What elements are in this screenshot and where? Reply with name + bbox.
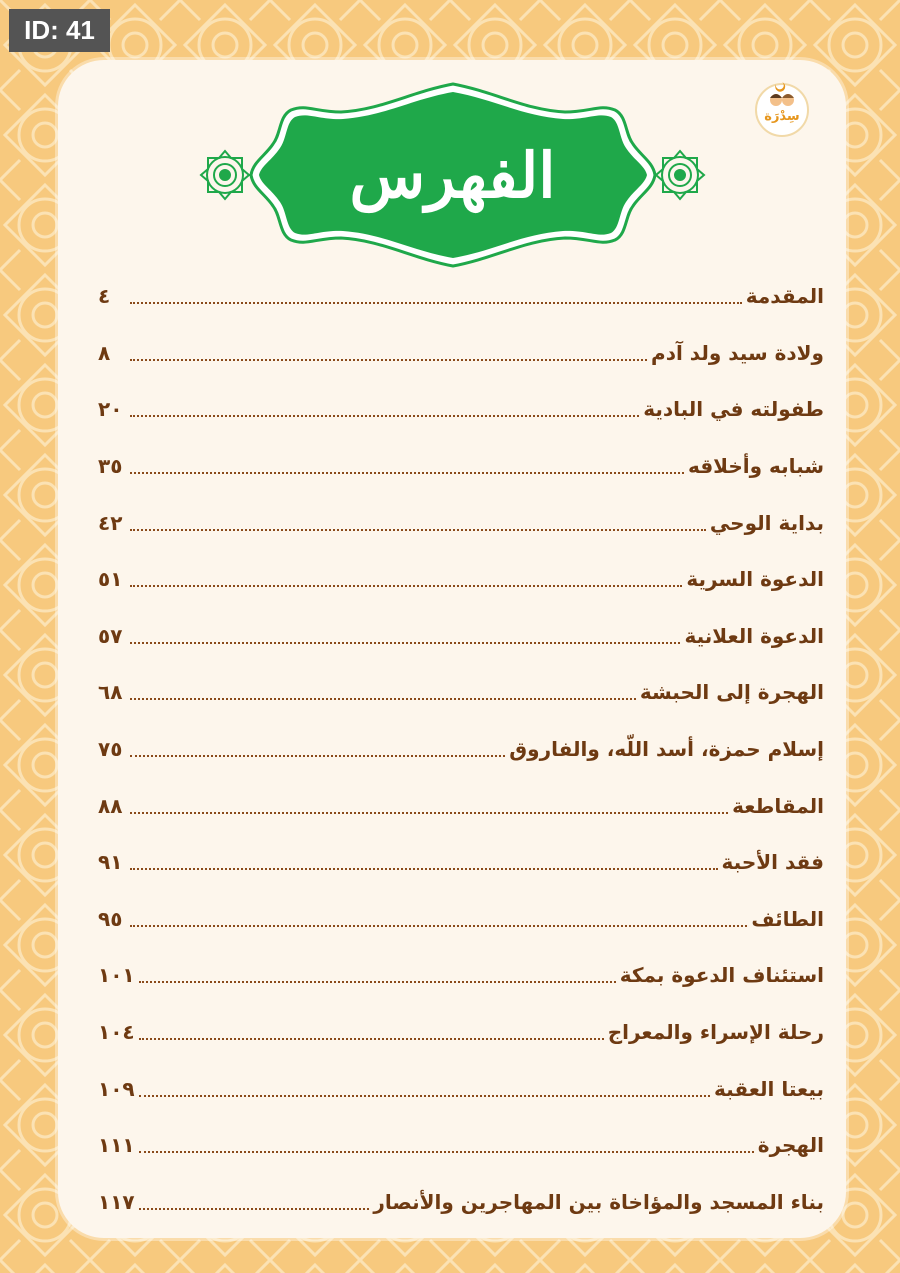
toc-leader-dots bbox=[130, 698, 636, 700]
toc-leader-dots bbox=[130, 925, 747, 927]
toc-item-title: فقد الأحبة bbox=[721, 850, 824, 875]
toc-item-title: الطائف bbox=[751, 906, 824, 931]
toc-item-title: بيعتا العقبة bbox=[714, 1076, 824, 1101]
toc-page-number: ٥١ bbox=[98, 567, 123, 592]
toc-item[interactable] bbox=[98, 947, 824, 1004]
toc-page-number: ١٠٤ bbox=[98, 1020, 135, 1045]
toc-item[interactable] bbox=[98, 664, 824, 721]
toc-leader-dots bbox=[130, 472, 684, 474]
toc-item-title: الدعوة السرية bbox=[686, 567, 824, 592]
toc-item-title: بداية الوحي bbox=[709, 510, 824, 535]
toc-item-title: بناء المسجد والمؤاخاة بين المهاجرين والأنصار bbox=[373, 1189, 824, 1214]
toc-item[interactable] bbox=[98, 381, 824, 438]
toc-item[interactable] bbox=[98, 325, 824, 382]
toc-item[interactable] bbox=[98, 551, 824, 608]
toc-item-title: رحلة الإسراء والمعراج bbox=[607, 1020, 824, 1045]
table-of-contents bbox=[98, 268, 824, 1230]
toc-page-number: ٦٨ bbox=[98, 680, 123, 705]
toc-item-title: الهجرة bbox=[757, 1133, 824, 1158]
toc-item[interactable] bbox=[98, 1060, 824, 1117]
toc-item[interactable] bbox=[98, 1117, 824, 1174]
toc-item[interactable] bbox=[98, 1174, 824, 1231]
toc-item-title: المقدمة bbox=[745, 284, 824, 309]
toc-leader-dots bbox=[130, 755, 505, 757]
toc-leader-dots bbox=[130, 868, 718, 870]
toc-item[interactable] bbox=[98, 438, 824, 495]
toc-page-number: ٤٢ bbox=[98, 510, 123, 535]
toc-page-number: ٥٧ bbox=[98, 623, 123, 648]
toc-item-title: المقاطعة bbox=[732, 793, 824, 818]
toc-item-title: الدعوة العلانية bbox=[684, 623, 824, 648]
logo-icon bbox=[752, 78, 812, 138]
toc-page-number: ٩١ bbox=[98, 850, 123, 875]
toc-item[interactable] bbox=[98, 608, 824, 665]
toc-leader-dots bbox=[130, 415, 639, 417]
logo bbox=[752, 78, 812, 138]
toc-item[interactable] bbox=[98, 721, 824, 778]
toc-item[interactable] bbox=[98, 268, 824, 325]
toc-leader-dots bbox=[139, 1151, 754, 1153]
toc-page-number: ٣٥ bbox=[98, 454, 123, 479]
toc-leader-dots bbox=[130, 529, 706, 531]
toc-item[interactable] bbox=[98, 891, 824, 948]
toc-page-number: ٨٨ bbox=[98, 793, 123, 818]
toc-page-number: ١٠١ bbox=[98, 963, 135, 988]
toc-item-title: شبابه وأخلاقه bbox=[687, 454, 824, 479]
toc-leader-dots bbox=[130, 302, 742, 304]
toc-item-title: الهجرة إلى الحبشة bbox=[639, 680, 824, 705]
page-title: الفهرس bbox=[349, 138, 556, 212]
toc-leader-dots bbox=[139, 1208, 370, 1210]
toc-item-title: استئناف الدعوة بمكة bbox=[619, 963, 824, 988]
toc-page-number: ٢٠ bbox=[98, 397, 123, 422]
toc-page-number: ١١٧ bbox=[98, 1189, 135, 1214]
id-badge: ID: 41 bbox=[9, 9, 110, 52]
toc-item-title: طفولته في البادية bbox=[643, 397, 824, 422]
toc-item[interactable] bbox=[98, 777, 824, 834]
toc-leader-dots bbox=[139, 1095, 710, 1097]
toc-item-title: ولادة سيد ولد آدم bbox=[651, 340, 824, 365]
toc-page-number: ٩٥ bbox=[98, 906, 123, 931]
toc-item[interactable] bbox=[98, 834, 824, 891]
toc-leader-dots bbox=[130, 642, 680, 644]
logo-text: سِدْرَة bbox=[764, 109, 800, 124]
toc-item[interactable] bbox=[98, 1004, 824, 1061]
toc-page-number: ٤ bbox=[98, 284, 111, 309]
toc-leader-dots bbox=[139, 1038, 604, 1040]
toc-leader-dots bbox=[130, 359, 647, 361]
toc-page-number: ٧٥ bbox=[98, 737, 123, 762]
toc-item-title: إسلام حمزة، أسد اللّه، والفاروق bbox=[509, 737, 824, 762]
toc-page-number: ١٠٩ bbox=[98, 1076, 135, 1101]
toc-leader-dots bbox=[130, 585, 682, 587]
toc-leader-dots bbox=[130, 812, 728, 814]
toc-page-number: ٨ bbox=[98, 340, 111, 365]
toc-item[interactable] bbox=[98, 494, 824, 551]
toc-page-number: ١١١ bbox=[98, 1133, 135, 1158]
toc-leader-dots bbox=[139, 981, 616, 983]
